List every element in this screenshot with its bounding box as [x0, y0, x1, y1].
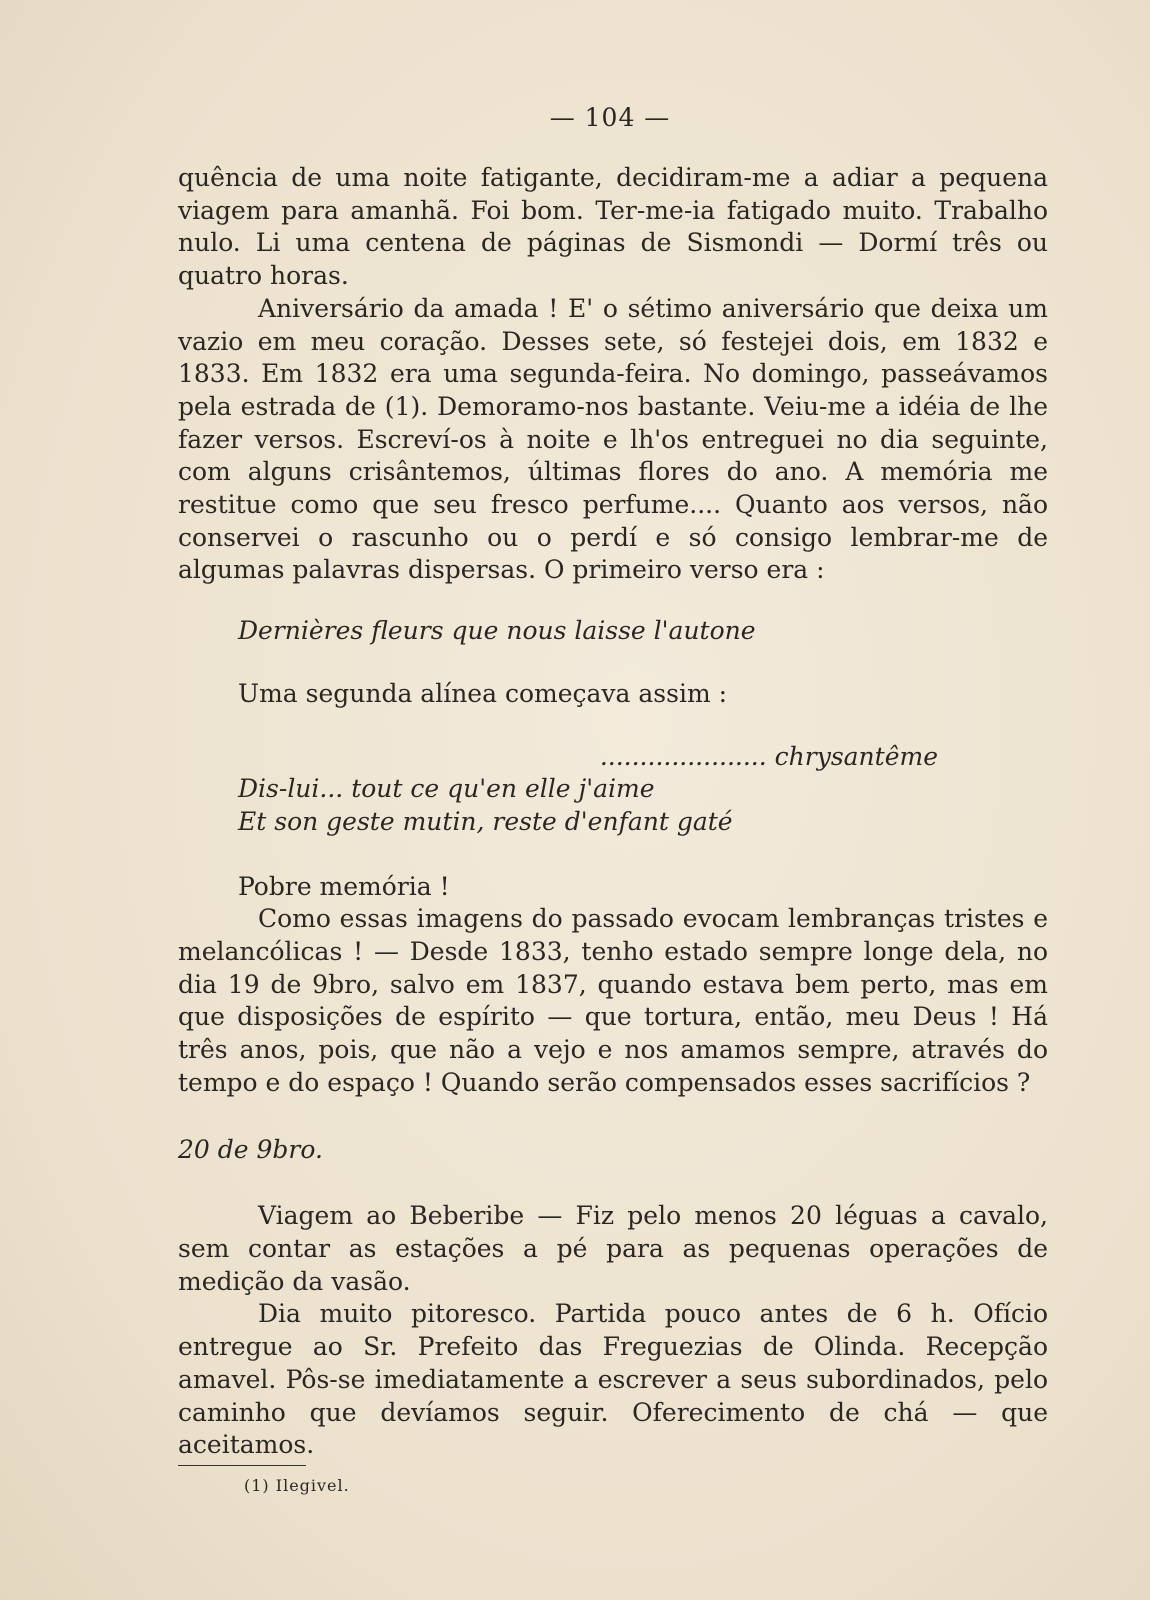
paragraph-continuation: quência de uma noite fatigante, decidiram-me a adiar a pequena viagem para amanhã. Foi bom. Ter-me-ia fatigado muito. Trabalho nulo. Li uma centena de páginas de Sismondi — Dormí três ou quatro horas. [178, 163, 1048, 291]
paragraph-picturesque-day: Dia muito pitoresco. Partida pouco antes de 6 h. Ofício entregue ao Sr. Prefeito das Freguezias de Olinda. Recepção amavel. Pôs-se imediatamente a escrever a seus subordinados, pelo caminho que devíamos seguir. Oferecimento de chá — que aceitamos. [178, 1299, 1048, 1460]
paragraph-pobre-memoria: Pobre memória ! [238, 871, 450, 901]
page-body [178, 162, 1048, 1462]
entry-date-heading: 20 de 9bro. [178, 1134, 323, 1164]
verse-line-3: Et son geste mutin, reste d'enfant gaté [238, 806, 733, 836]
footnote-divider [178, 1465, 306, 1466]
verse-line-1: ..................... chrysantême [599, 741, 938, 771]
verse-stanza [178, 741, 938, 839]
page-number: — 104 — [549, 103, 671, 132]
verse-line-2: Dis-lui... tout ce qu'en elle j'aime [238, 774, 655, 804]
paragraph-images-past: Como essas imagens do passado evocam lembranças tristes e melancólicas ! — Desde 1833, tenho estado sempre longe dela, no dia 19 de 9bro, salvo em 1837, quando estava bem perto, mas em que disposições de espírito — que tortura, então, meu Deus ! Há três anos, pois, que não a vejo e nos amamos sempre, através do tempo e do espaço ! Quando serão compensados esses sacrifícios ? [178, 904, 1048, 1097]
paragraph-beberibe-trip: Viagem ao Beberibe — Fiz pelo menos 20 léguas a cavalo, sem contar as estações a pé para as pequenas operações de medição da vasão. [178, 1201, 1048, 1296]
footnote: (1) Ilegivel. [244, 1476, 350, 1495]
paragraph-second-alinea: Uma segunda alínea começava assim : [238, 678, 728, 708]
paragraph-anniversary: Aniversário da amada ! E' o sétimo aniversário que deixa um vazio em meu coração. Desses sete, só festejei dois, em 1832 e 1833. Em 1832 era uma segunda-feira. No domingo, passeávamos pela estrada de (1). Demoramo-nos bastante. Veiu-me a idéia de lhe fazer versos. Escreví-os à noite e lh'os entreguei no dia seguinte, com alguns crisântemos, últimas flores do ano. A memória me restitue como que seu fresco perfume.... Quanto aos versos, não conservei o rascunho ou o perdí e só consigo lembrar-me de algumas palavras dispersas. O primeiro verso era : [178, 293, 1048, 585]
verse-first-line: Dernières fleurs que nous laisse l'autone [238, 616, 756, 646]
